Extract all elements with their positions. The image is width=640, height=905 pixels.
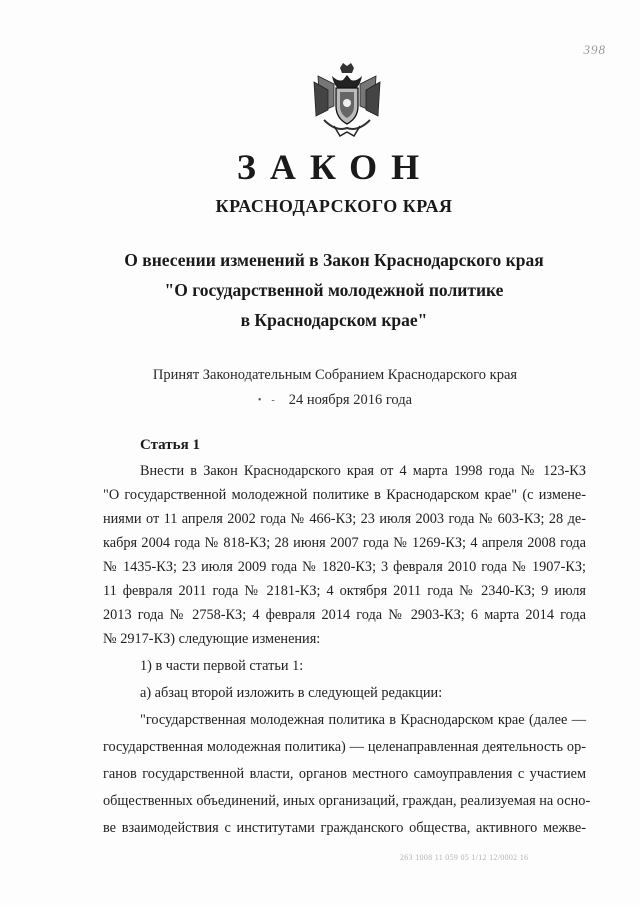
- body-line: 11 февраля 2011 года № 2181-КЗ; 4 октября 2011 года № 2340-КЗ; 9 июля: [103, 583, 586, 599]
- adoption-date-row: [0, 392, 640, 409]
- body-line: кабря 2004 года № 818-КЗ; 28 июня 2007 года № 1269-КЗ; 4 апреля 2008 года: [103, 535, 586, 551]
- coat-of-arms-icon: [310, 62, 384, 140]
- body-line: государственная молодежная политика) — целенаправленная деятельность ор-: [103, 739, 586, 755]
- body-line: "О государственной молодежной политике в Краснодарском крае" (с измене-: [103, 487, 586, 503]
- region-heading: КРАСНОДАРСКОГО КРАЯ: [215, 196, 453, 216]
- body-line: Внести в Закон Краснодарского края от 4 марта 1998 года № 123-КЗ: [140, 463, 586, 479]
- body-line: общественных объединений, иных организаций, граждан, реализуемая на осно-: [103, 793, 591, 809]
- body-line: ниями от 11 апреля 2002 года № 466-КЗ; 23 июля 2003 года № 603-КЗ; 28 де-: [103, 511, 586, 527]
- body-line: ганов государственной власти, органов местного самоуправления с участием: [103, 766, 586, 782]
- law-title-line-2: "О государственной молодежной политике: [164, 280, 504, 300]
- adoption-date: 24 ноября 2016 года: [288, 392, 413, 408]
- body-line: ве взаимодействия с институтами гражданского общества, активного межве-: [103, 820, 586, 836]
- body-line: 2013 года № 2758-КЗ; 4 февраля 2014 года № 2903-КЗ; 6 марта 2014 года: [103, 607, 586, 623]
- body-line: "государственная молодежная политика в Краснодарском крае (далее —: [140, 712, 586, 728]
- law-title-line-3: в Краснодарском крае": [240, 310, 428, 330]
- body-line: № 1435-КЗ; 23 июля 2009 года № 1820-КЗ; 3 февраля 2010 года № 1907-КЗ;: [103, 559, 586, 575]
- law-heading: ЗАКОН: [236, 147, 434, 187]
- body-line: а) абзац второй изложить в следующей редакции:: [140, 685, 443, 701]
- footer-code: 263 1008 11 059 05 1/12 12/0002 16: [400, 853, 529, 862]
- adoption-statement: Принят Законодательным Собранием Краснодарского края: [152, 367, 518, 383]
- body-line: 1) в части первой статьи 1:: [140, 658, 304, 674]
- body-line: № 2917-КЗ) следующие изменения:: [103, 631, 321, 647]
- article-heading: Статья 1: [140, 437, 200, 453]
- archive-number: 398: [583, 42, 606, 57]
- law-title-line-1: О внесении изменений в Закон Краснодарского края: [124, 250, 544, 270]
- ink-marks: • -: [257, 395, 275, 407]
